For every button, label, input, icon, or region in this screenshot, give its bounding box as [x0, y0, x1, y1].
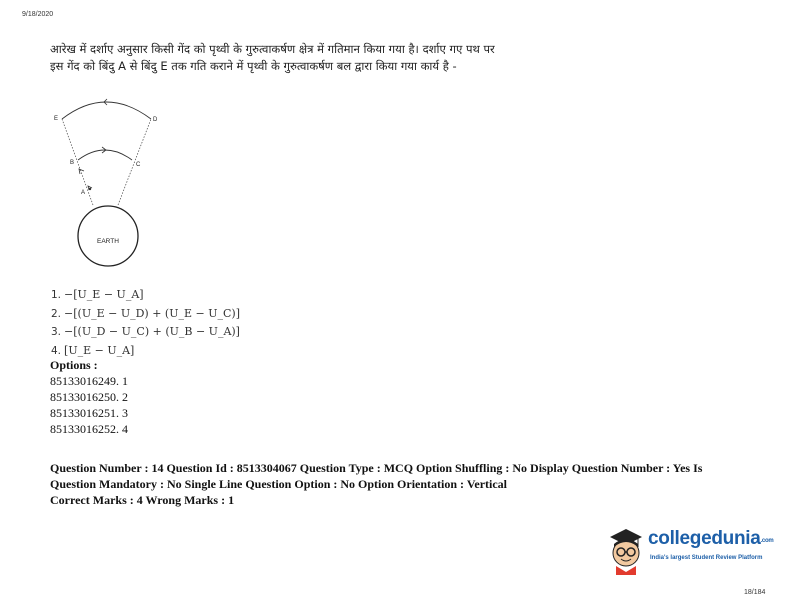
option-id-item: 85133016251. 3	[50, 406, 128, 420]
gravity-path-diagram	[48, 90, 168, 275]
options-header: Options :	[50, 358, 98, 372]
question-text	[50, 41, 750, 75]
earth-circle	[78, 206, 138, 266]
option-id-item: 85133016252. 4	[50, 422, 128, 436]
metadata-line-2: Question Mandatory : No Single Line Question Option : No Option Orientation : Vertical	[50, 477, 508, 491]
answer-option-1: 1. −[U_E − U_A]	[51, 288, 144, 301]
answer-option-2: 2. −[(U_E − U_D) + (U_E − U_C)]	[51, 306, 241, 320]
metadata-line-1: Question Number : 14 Question Id : 8513304067 Question Type : MCQ Option Shuffling : No Display Question Number : Yes Is	[50, 461, 703, 475]
radial-line-left	[62, 119, 93, 205]
page-number: 18/184	[744, 589, 766, 596]
brand-tagline: India's largest Student Review Platform	[650, 555, 763, 561]
collegedunia-logo	[604, 525, 774, 575]
label-a: A	[81, 190, 86, 196]
option-id-item: 85133016249. 1	[50, 374, 128, 388]
answer-option-text: −[(U_E − U_D) + (U_E − U_C)]	[64, 306, 241, 320]
label-e: E	[54, 116, 59, 122]
brand-name: collegedunia.com	[648, 528, 774, 549]
option-ids-list	[50, 357, 128, 437]
label-c: C	[136, 162, 141, 168]
metadata-line-3: Correct Marks : 4 Wrong Marks : 1	[50, 493, 235, 507]
option-id-item: 85133016250. 2	[50, 390, 128, 404]
label-d: D	[153, 117, 158, 123]
answer-option-text: −[(U_D − U_C) + (U_B − U_A)]	[64, 325, 240, 338]
mascot-icon	[604, 525, 648, 575]
ball-point-a	[89, 188, 91, 190]
answer-option-text: [U_E − U_A]	[64, 343, 135, 357]
radial-line-right	[118, 119, 151, 205]
answer-option-text: −[U_E − U_A]	[64, 288, 144, 301]
question-line-1: आरेख में दर्शाए अनुसार किसी गेंद को पृथ्वी के गुरुत्वाकर्षण क्षेत्र में गतिमान किया गया है। दर्शाए गए पथ पर	[50, 42, 495, 56]
answer-option-4: 4. [U_E − U_A]	[51, 343, 135, 357]
label-b: B	[70, 160, 75, 166]
inner-arc	[78, 150, 132, 160]
print-date: 9/18/2020	[22, 11, 54, 18]
label-earth: EARTH	[97, 238, 119, 245]
answer-options	[51, 286, 240, 360]
question-metadata	[50, 460, 750, 508]
answer-option-3: 3. −[(U_D − U_C) + (U_B − U_A)]	[51, 325, 240, 338]
question-line-2: इस गेंद को बिंदु A से बिंदु E तक गति कराने में पृथ्वी के गुरुत्वाकर्षण बल द्वारा किया गया कार्य है -	[50, 59, 457, 73]
